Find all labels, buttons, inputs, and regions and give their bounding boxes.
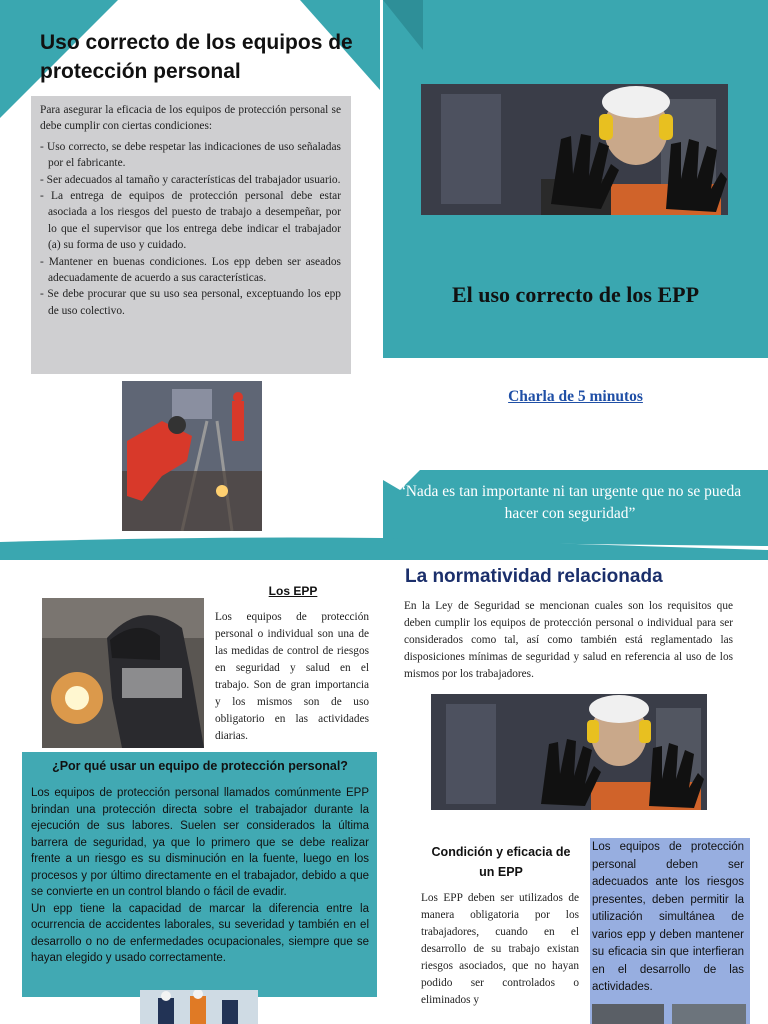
page-title: Uso correcto de los equipos de protección personal [40, 31, 353, 83]
epp-text: Los equipos de protección personal o individual son una de las medidas de control de riesgos en seguridad y salud en el trabajo. Son de gran importancia y los mismos son de uso obligatorio en las actividades diarias. [215, 611, 369, 742]
list-item: - La entrega de equipos de protección personal debe estar asociada a los riesgos del puesto de trabajo a desempeñar, por lo que el supervisor que los entrega debe indicar el trabajador (a) su forma de uso y cuidado. [40, 190, 341, 252]
conditions-intro: Para asegurar la eficacia de los equipos de protección personal se debe cumplir con ciertas condiciones: [40, 104, 341, 133]
regulations-text: En la Ley de Seguridad se mencionan cuales son los requisitos que deben cumplir los equipos de protección personal o individual para ser considerados como tal, así como también está reglamentado las disposiciones mínimas de seguridad y salud en referencia al uso de los mismos por los trabajadores. [404, 600, 733, 680]
regulations-heading: La normatividad relacionada [405, 566, 663, 587]
why-heading: ¿Por qué usar un equipo de protección personal? [52, 759, 348, 773]
welder-photo [42, 598, 204, 748]
list-item: - Se debe procurar que su uso sea personal, exceptuando los epp de uso colectivo. [40, 288, 341, 317]
worker-photo-small-1 [592, 1004, 664, 1024]
adequacy-box: Los equipos de protección personal deben ser adecuados ante los riesgos presentes, deben permitir la utilización simultánea de varios epp y deben mantener su eficacia sin que interfieran en el desarrollo de las actividades. [590, 838, 750, 1024]
epp-heading: Los EPP [268, 584, 318, 598]
railway-workers-photo [122, 381, 262, 531]
why-paragraph-2: Un epp tiene la capacidad de marcar la diferencia entre la ocurrencia de accidentes laborales, su severidad y también en el desarrollo o no de enfermedades ocupacionales, siempre que se hayan elegido y usado correctamente. [31, 902, 369, 964]
condition-heading: Condición y eficacia de un EPP [431, 845, 571, 879]
why-paragraph-1: Los equipos de protección personal llamados comúnmente EPP brindan una protección directa sobre el trabajador durante la ejecución de sus labores. Suelen ser considerados la última barrera de seguridad, ya que lo primero que se debe realizar frente a un riesgo es su disminución en la fuente, luego en los procesos y por último directamente en el trabajador, debido a que se convierte en un control blando o fácil de evadir. [31, 787, 369, 898]
why-box [22, 752, 377, 997]
workers-site-photo [140, 990, 258, 1024]
cover-title: El uso correcto de los EPP [451, 282, 700, 307]
condition-text: Los EPP deben ser utilizados de manera obligatoria por los trabajadores, cuando en el desarrollo de su trabajo existan riesgos asociados, que no hayan podido ser controlados o eliminados y [421, 892, 579, 1006]
cover-corner [383, 0, 423, 50]
list-item: - Mantener en buenas condiciones. Los epp deben ser aseados adecuadamente de acuerdo a sus características. [40, 255, 341, 285]
conditions-box [31, 96, 351, 374]
conditions-list [40, 139, 341, 319]
worker-gloves-photo-2 [431, 694, 707, 810]
list-item: - Uso correcto, se debe respetar las indicaciones de uso señaladas por el fabricante. [40, 140, 341, 170]
list-item: - Ser adecuados al tamaño y características del trabajador usuario. [40, 173, 341, 186]
talk-subtitle-link[interactable]: Charla de 5 minutos [508, 388, 643, 405]
worker-gloves-photo [421, 84, 728, 215]
worker-photo-small-2 [672, 1004, 746, 1024]
safety-quote: “Nada es tan importante ni tan urgente que no se pueda hacer con seguridad” [398, 483, 742, 522]
